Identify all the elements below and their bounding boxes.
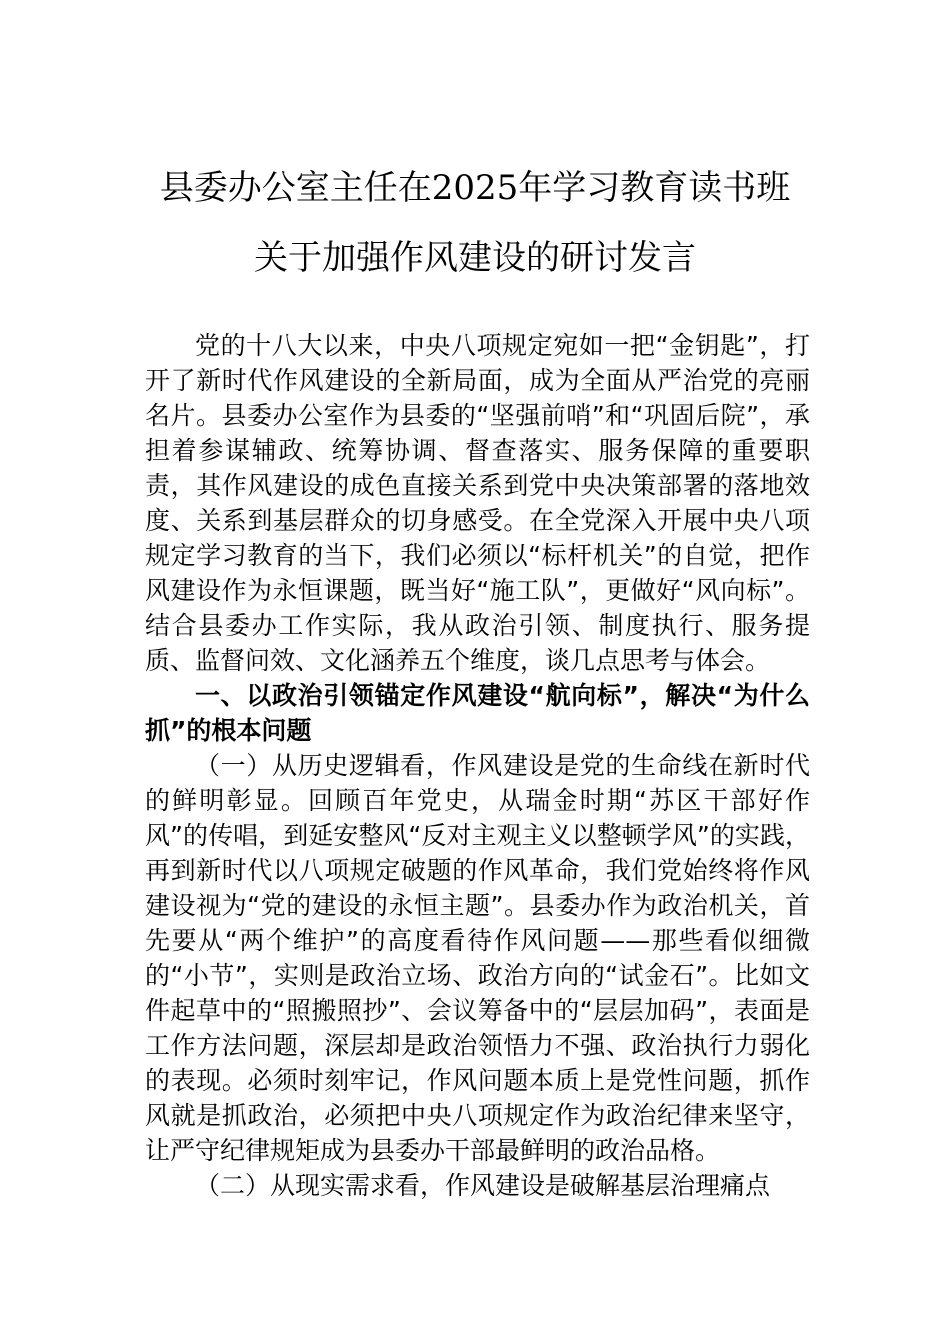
subsection-paragraph-2: （二）从现实需求看，作风建设是破解基层治理痛点 [195,1171,771,1200]
document-body [145,328,810,1203]
document-title-line-2: 关于加强作风建设的研讨发言 [254,238,696,278]
intro-paragraph: 党的十八大以来，中央八项规定宛如一把“金钥匙”，打开了新时代作风建设的全新局面，成为全面从严治党的亮丽名片。县委办公室作为县委的“坚强前哨”和“巩固后院”，承担着参谋辅政、统筹协调、督查落实、服务保障的重要职责，其作风建设的成色直接关系到党中央决策部署的落地效度、关系到基层群众的切身感受。在全党深入开展中央八项规定学习教育的当下，我们必须以“标杆机关”的自觉，把作风建设作为永恒课题，既当好“施工队”，更做好“风向标”。结合县委办工作实际，我从政治引领、制度执行、服务提质、监督问效、文化涵养五个维度，谈几点思考与体会。 [145,331,810,675]
subsection-paragraph-1: （一）从历史逻辑看，作风建设是党的生命线在新时代的鲜明彰显。回顾百年党史，从瑞金时期“苏区干部好作风”的传唱，到延安整风“反对主观主义以整顿学风”的实践，再到新时代以八项规定破题的作风革命，我们党始终将作风建设视为“党的建设的永恒主题”。县委办作为政治机关，首先要从“两个维护”的高度看待作风问题——那些看似细微的“小节”，实则是政治立场、政治方向的“试金石”。比如文件起草中的“照搬照抄”、会议筹备中的“层层加码”，表面是工作方法问题，深层却是政治领悟力不强、政治执行力弱化的表现。必须时刻牢记，作风问题本质上是党性问题，抓作风就是抓政治，必须把中央八项规定作为政治纪律来坚守，让严守纪律规矩成为县委办干部最鲜明的政治品格。 [145,751,810,1165]
section-heading-1: 一、以政治引领锚定作风建设“航向标”，解决“为什么抓”的根本问题 [145,681,810,745]
document-title-line-1: 县委办公室主任在2025年学习教育读书班 [159,168,791,208]
